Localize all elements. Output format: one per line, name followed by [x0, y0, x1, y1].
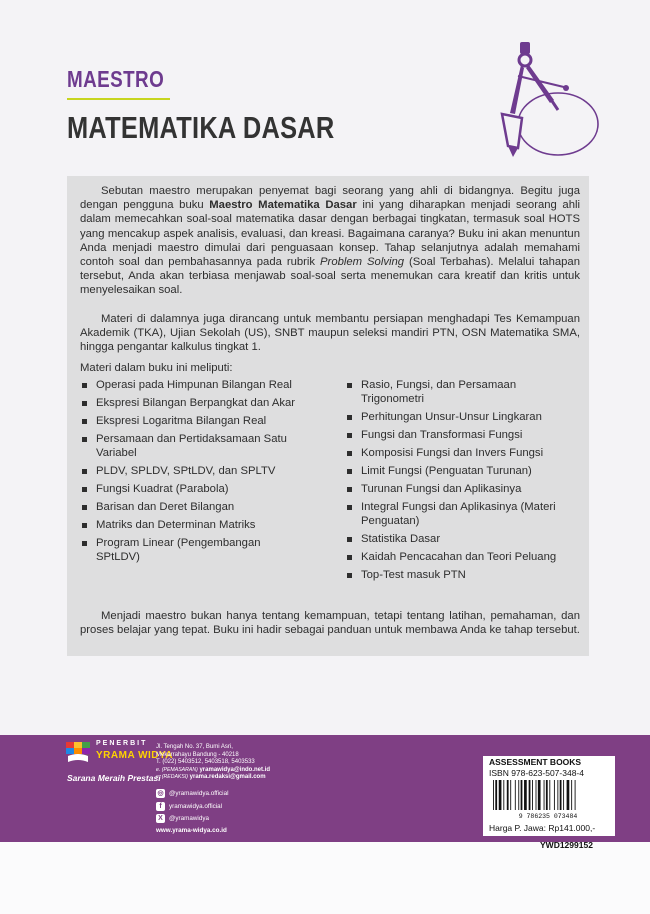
topic-item: Kaidah Pencacahan dan Teori Peluang [345, 551, 580, 565]
barcode-digits: 9 786235 073484 [518, 813, 578, 819]
facebook-link[interactable]: f yramawidya.official [156, 802, 222, 812]
series-underline [67, 98, 170, 100]
instagram-link[interactable]: ◎ @yramawidya.official [157, 790, 229, 798]
topic-item: Limit Fungsi (Penguatan Turunan) [345, 465, 580, 479]
topic-item: Operasi pada Himpunan Bilangan Real [80, 379, 300, 393]
x-icon: X [156, 814, 165, 823]
x-link[interactable]: X @yramawidya [156, 814, 209, 824]
marketing-email[interactable]: yramawidya@indo.net.id [199, 766, 271, 773]
topics-list-left [80, 379, 300, 569]
topic-item: Top-Test masuk PTN [345, 569, 580, 583]
topic-item: Program Linear (Pengembangan SPtLDV) [80, 537, 300, 564]
isbn-text: ISBN 978-623-507-348-4 [489, 768, 584, 778]
topic-item: Perhitungan Unsur-Unsur Lingkaran [345, 411, 580, 425]
topic-item: Ekspresi Bilangan Berpangkat dan Akar [80, 397, 300, 411]
series-name: MAESTRO [67, 66, 165, 92]
topic-item: Matriks dan Determinan Matriks [80, 519, 300, 533]
compass-icon [488, 38, 600, 158]
topic-item: Integral Fungsi dan Aplikasinya (Materi Penguatan) [345, 501, 580, 528]
topic-item: Turunan Fungsi dan Aplikasinya [345, 483, 580, 497]
instagram-icon: ◎ [157, 790, 164, 797]
purpose-paragraph: Materi di dalamnya juga dirancang untuk membantu persiapan menghadapi Tes Kemampuan Akademik (TKA), Ujian Sekolah (US), SNBT maupun seleksi mandiri PTN, OSN Matematika SMA, hingga pengantar kalkulus tingkat 1. [80, 313, 580, 354]
topics-list-right [345, 379, 580, 587]
topic-item: Rasio, Fungsi, dan Persamaan Trigonometri [345, 379, 580, 406]
facebook-icon: f [156, 802, 165, 811]
intro-paragraph: Sebutan maestro merupakan penyemat bagi seorang yang ahli di bidangnya. Begitu juga dengan pengguna buku Maestro Matematika Dasar ini yang diharapkan menjadi seorang ahli dalam memecahkan soal-soal matematika dasar dengan berbagai tingkatan, termasuk soal HOTS yang mencakup aspek analisis, evaluasi, dan kreasi. Bagaimana caranya? Buku ini akan menuntun Anda menjadi maestro dimulai dari penguasaan konsep. Tahap selanjutnya adalah memahami contoh soal dan pembahasannya pada rubrik Problem Solving (Soal Terbahas). Melalui tahapan tersebut, Anda akan terbiasa menjawab soal-soal serta menemukan cara kreatif dan kritis untuk menyelesaikan soal. [80, 185, 580, 297]
publisher-label: PENERBIT [96, 740, 148, 747]
topic-item: PLDV, SPLDV, SPtLDV, dan SPLTV [80, 465, 300, 479]
topic-item: Ekspresi Logaritma Bilangan Real [80, 415, 300, 429]
category-label: ASSESSMENT BOOKS [489, 757, 582, 767]
website-link[interactable]: www.yrama-widya.co.id [156, 827, 227, 834]
topic-item: Persamaan dan Pertidaksamaan Satu Variabel [80, 433, 300, 460]
topic-item: Fungsi dan Transformasi Fungsi [345, 429, 580, 443]
topic-item: Fungsi Kuadrat (Parabola) [80, 483, 300, 497]
topic-item: Barisan dan Deret Bilangan [80, 501, 300, 515]
book-title: MATEMATIKA DASAR [67, 110, 335, 145]
publisher-brand: YRAMA WIDYA [96, 750, 173, 761]
footer-bottom [0, 842, 650, 914]
barcode-image [489, 779, 608, 819]
topic-item: Komposisi Fungsi dan Invers Fungsi [345, 447, 580, 461]
closing-paragraph: Menjadi maestro bukan hanya tentang kemampuan, tetapi tentang latihan, pemahaman, dan proses belajar yang tepat. Buku ini hadir sebagai panduan untuk membawa Anda ke tahap tersebut. [80, 610, 580, 637]
topics-heading: Materi dalam buku ini meliputi: [80, 362, 233, 374]
price-label: Harga P. Jawa: Rp141.000,- [489, 823, 596, 833]
topic-item: Statistika Dasar [345, 533, 580, 547]
publisher-tagline: Sarana Meraih Prestasi [67, 773, 161, 783]
product-code: YWD1299152 [540, 840, 593, 850]
editorial-email[interactable]: yrama.redaksi@gmail.com [189, 774, 266, 781]
publisher-address: Jl. Tengah No. 37, Bumi Asri, Mekarrahayu Bandung - 40218 T. (022) 5403512, 5403518, 5403533 e. (PEMASARAN) yramawidya@indo.net.id e. (REDAKSI) yrama.redaksi@gmail.com [156, 744, 271, 781]
